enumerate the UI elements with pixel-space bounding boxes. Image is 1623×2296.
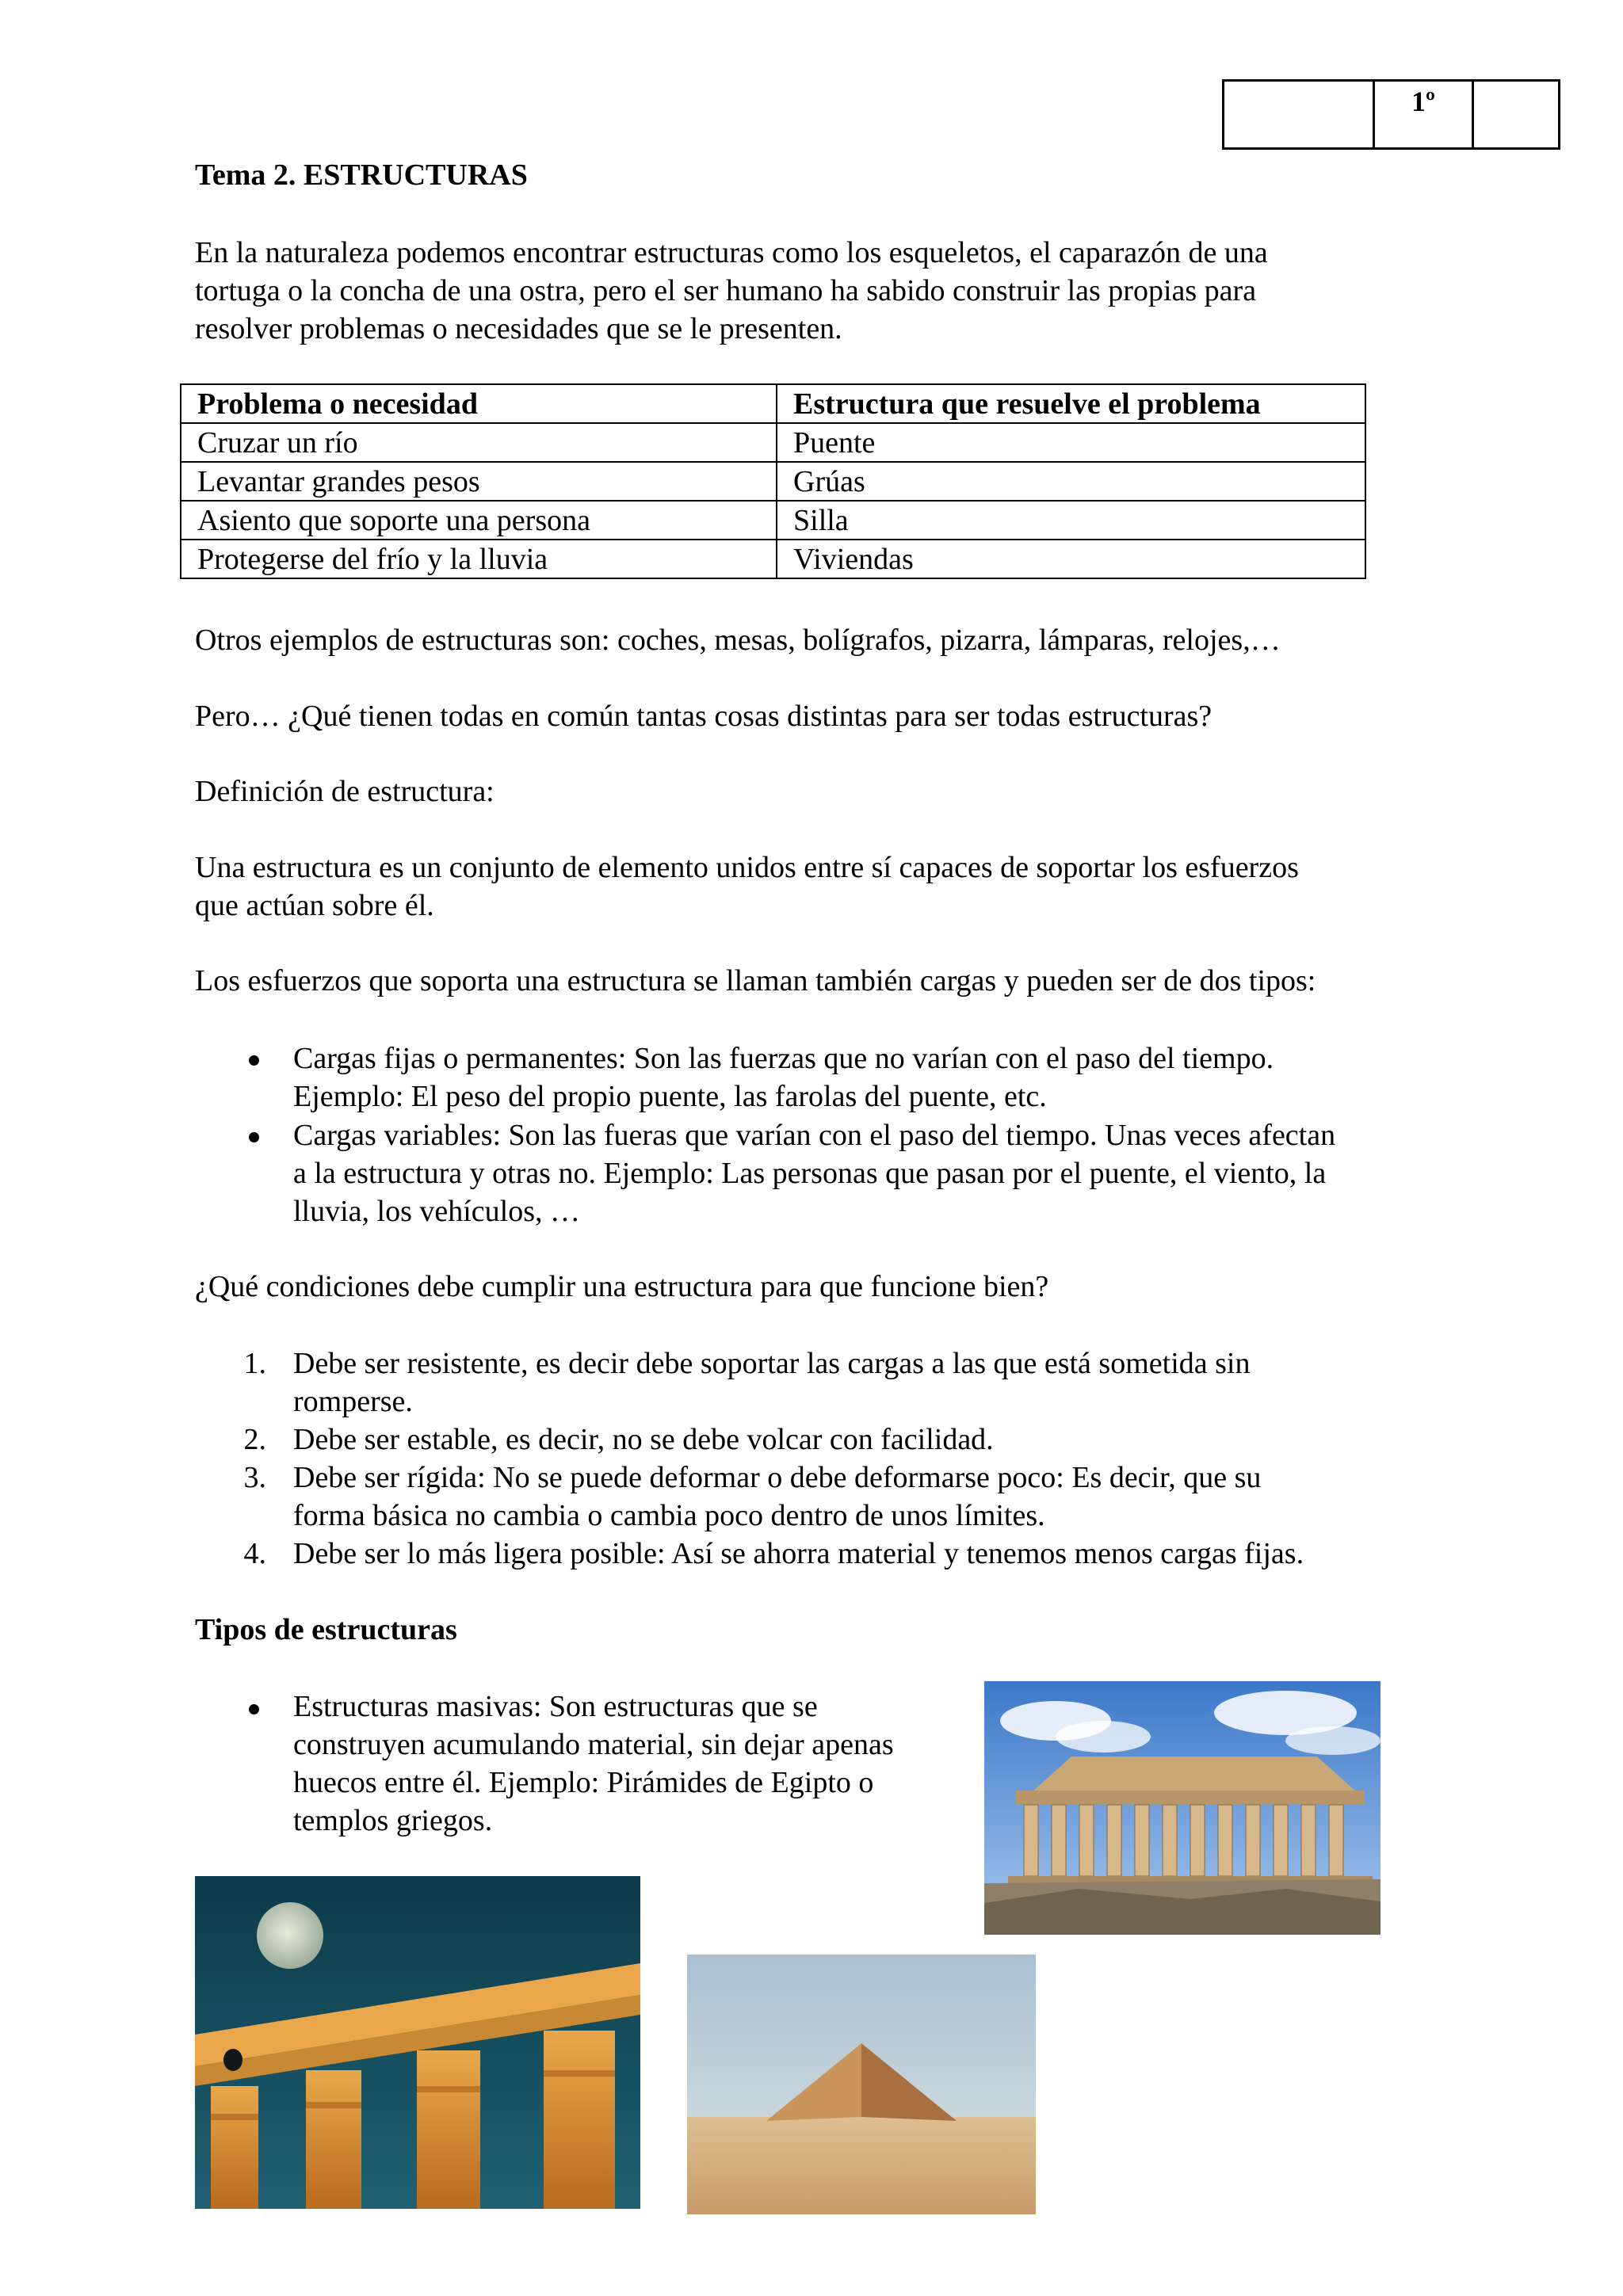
table-cell: Silla xyxy=(777,501,1365,540)
problems-table xyxy=(180,383,1366,579)
load-variable-line-2: a la estructura y otras no. Ejemplo: Las personas que pasan por el puente, el viento, la xyxy=(293,1157,1327,1190)
page-title: Tema 2. ESTRUCTURAS xyxy=(195,158,528,192)
bullet-dot xyxy=(249,1132,259,1142)
condition-1-line-2: romperse. xyxy=(293,1385,413,1418)
condition-1-line-1: Debe ser resistente, es decir debe soportar las cargas a las que está sometida sin xyxy=(293,1347,1251,1380)
definition-label: Definición de estructura: xyxy=(195,775,495,808)
definition-line-1: Una estructura es un conjunto de elemento unidos entre sí capaces de soportar los esfuerzos xyxy=(195,851,1299,884)
header-box-course xyxy=(1373,79,1474,150)
table-row xyxy=(181,540,1365,578)
table-row xyxy=(181,501,1365,540)
table-cell: Cruzar un río xyxy=(181,423,777,462)
condition-number: 2. xyxy=(243,1423,266,1456)
parthenon-image xyxy=(984,1681,1381,1935)
load-fixed-line-2: Ejemplo: El peso del propio puente, las farolas del puente, etc. xyxy=(293,1080,1047,1113)
table-header-problem: Problema o necesidad xyxy=(181,384,777,423)
condition-number: 1. xyxy=(243,1347,266,1380)
pyramid-image xyxy=(687,1955,1036,2214)
bullet-dot xyxy=(249,1055,259,1066)
egyptian-temple-image xyxy=(195,1876,640,2209)
header-box-right xyxy=(1472,79,1560,150)
table-cell: Grúas xyxy=(777,462,1365,501)
massive-line-1: Estructuras masivas: Son estructuras que se xyxy=(293,1690,818,1723)
types-heading: Tipos de estructuras xyxy=(195,1613,457,1646)
massive-line-3: huecos entre él. Ejemplo: Pirámides de Egipto o xyxy=(293,1766,874,1799)
load-variable-line-3: lluvia, los vehículos, … xyxy=(293,1195,581,1228)
condition-4-line-1: Debe ser lo más ligera posible: Así se ahorra material y tenemos menos cargas fijas. xyxy=(293,1537,1304,1570)
bullet-dot xyxy=(249,1704,259,1714)
intro-line-1: En la naturaleza podemos encontrar estructuras como los esqueletos, el caparazón de una xyxy=(195,236,1268,269)
table-cell: Protegerse del frío y la lluvia xyxy=(181,540,777,578)
condition-3-line-1: Debe ser rígida: No se puede deformar o debe deformarse poco: Es decir, que su xyxy=(293,1461,1262,1494)
course-label: 1º xyxy=(1411,86,1435,117)
loads-paragraph: Los esfuerzos que soporta una estructura se llaman también cargas y pueden ser de dos tipos: xyxy=(195,964,1316,997)
table-cell: Asiento que soporte una persona xyxy=(181,501,777,540)
condition-number: 3. xyxy=(243,1461,266,1494)
load-variable-line-1: Cargas variables: Son las fueras que varían con el paso del tiempo. Unas veces afectan xyxy=(293,1119,1336,1152)
examples-paragraph: Otros ejemplos de estructuras son: coches, mesas, bolígrafos, pizarra, lámparas, relojes,… xyxy=(195,624,1281,657)
intro-line-2: tortuga o la concha de una ostra, pero el ser humano ha sabido construir las propias para xyxy=(195,274,1257,307)
massive-line-4: templos griegos. xyxy=(293,1804,493,1837)
condition-3-line-2: forma básica no cambia o cambia poco dentro de unos límites. xyxy=(293,1499,1045,1532)
intro-line-3: resolver problemas o necesidades que se le presenten. xyxy=(195,312,842,345)
table-row xyxy=(181,423,1365,462)
table-row xyxy=(181,462,1365,501)
table-cell: Levantar grandes pesos xyxy=(181,462,777,501)
condition-2-line-1: Debe ser estable, es decir, no se debe volcar con facilidad. xyxy=(293,1423,994,1456)
table-header-row xyxy=(181,384,1365,423)
condition-number: 4. xyxy=(243,1537,266,1570)
load-fixed-line-1: Cargas fijas o permanentes: Son las fuerzas que no varían con el paso del tiempo. xyxy=(293,1042,1274,1075)
definition-line-2: que actúan sobre él. xyxy=(195,889,434,922)
massive-line-2: construyen acumulando material, sin dejar apenas xyxy=(293,1728,894,1761)
question-paragraph: Pero… ¿Qué tienen todas en común tantas cosas distintas para ser todas estructuras? xyxy=(195,700,1212,733)
conditions-question: ¿Qué condiciones debe cumplir una estructura para que funcione bien? xyxy=(195,1270,1049,1303)
table-cell: Puente xyxy=(777,423,1365,462)
table-cell: Viviendas xyxy=(777,540,1365,578)
header-box-left xyxy=(1222,79,1375,150)
table-header-structure: Estructura que resuelve el problema xyxy=(777,384,1365,423)
